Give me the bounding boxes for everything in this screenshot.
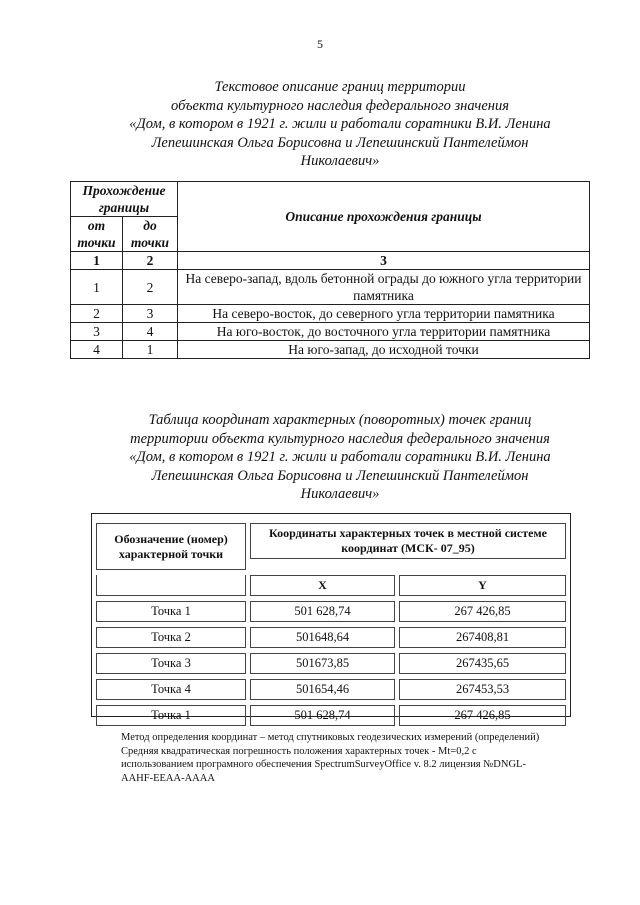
- title-line: объекта культурного наследия федерального значения: [171, 97, 509, 114]
- coord-y: 267408,81: [399, 627, 566, 648]
- title-line: Лепешинская Ольга Борисовна и Лепешинский Пантелеймон: [151, 134, 529, 151]
- column-number: 1: [71, 252, 123, 270]
- title-line: «Дом, в котором в 1921 г. жили и работали соратники В.И. Ленина: [129, 116, 551, 132]
- coord-x: 501654,46: [250, 679, 395, 700]
- boundary-description-table: [70, 181, 590, 359]
- header-boundary-passage: Прохождение границы: [71, 182, 178, 217]
- footnote-line: AAHF-EEAA-AAAA: [121, 772, 215, 784]
- coord-x: 501648,64: [250, 627, 395, 648]
- title-line: Текстовое описание границ территории: [214, 79, 466, 95]
- to-point: 4: [123, 323, 178, 341]
- to-point: 3: [123, 305, 178, 323]
- page-number: 5: [317, 37, 323, 51]
- point-label: Точка 1: [96, 601, 246, 622]
- column-number: 3: [178, 252, 590, 270]
- method-footnote: [121, 731, 591, 785]
- header-x: X: [250, 575, 395, 596]
- header-point-designation: Обозначение (номер) характерной точки: [96, 523, 246, 570]
- table-row: [71, 323, 590, 341]
- coord-x: 501673,85: [250, 653, 395, 674]
- to-point: 2: [123, 270, 178, 305]
- table-row: [96, 679, 566, 700]
- point-label: Точка 3: [96, 653, 246, 674]
- point-label: Точка 4: [96, 679, 246, 700]
- coord-y: 267435,65: [399, 653, 566, 674]
- from-point: 4: [71, 341, 123, 359]
- to-point: 1: [123, 341, 178, 359]
- coordinates-table-title: [90, 411, 590, 504]
- header-y: Y: [399, 575, 566, 596]
- title-line: Лепешинская Ольга Борисовна и Лепешинский Пантелеймон: [151, 467, 529, 484]
- boundary-description: На северо-запад, вдоль бетонной ограды до южного угла территории памятника: [178, 270, 590, 305]
- table-row: [71, 341, 590, 359]
- header-to-point: до точки: [123, 217, 178, 252]
- column-number: 2: [123, 252, 178, 270]
- coord-y: 267453,53: [399, 679, 566, 700]
- table-row: [71, 305, 590, 323]
- coord-y: 267 426,85: [399, 601, 566, 622]
- coordinates-table: [96, 518, 566, 731]
- title-line: «Дом, в котором в 1921 г. жили и работали соратники В.И. Ленина: [129, 449, 551, 465]
- from-point: 1: [71, 270, 123, 305]
- boundary-description-title: [90, 78, 590, 171]
- header-from-point: от точки: [71, 217, 123, 252]
- table-row: [96, 705, 566, 726]
- footnote-line: использованием програмного обеспечения SpectrumSurveyOffice v. 8.2 лицензия №DNGL-: [121, 759, 526, 770]
- table-row: [96, 653, 566, 674]
- from-point: 2: [71, 305, 123, 323]
- point-label: Точка 2: [96, 627, 246, 648]
- title-line: Таблица координат характерных (поворотных) точек границ: [148, 412, 532, 428]
- from-point: 3: [71, 323, 123, 341]
- coord-x: 501 628,74: [250, 601, 395, 622]
- point-label: Точка 1: [96, 705, 246, 726]
- footnote-line: Средняя квадратическая погрешность положения характерных точек - Mt=0,2 с: [121, 745, 477, 757]
- table-row: [96, 601, 566, 622]
- title-line: Николаевич»: [300, 153, 380, 169]
- table-row: [96, 627, 566, 648]
- boundary-description: На юго-восток, до восточного угла территории памятника: [178, 323, 590, 341]
- header-description: Описание прохождения границы: [178, 182, 590, 252]
- coordinates-table-frame: [91, 513, 571, 722]
- boundary-description: На северо-восток, до северного угла территории памятника: [178, 305, 590, 323]
- coord-y: 267 426,85: [399, 705, 566, 726]
- coord-x: 501 628,74: [250, 705, 395, 726]
- header-coordinates: Координаты характерных точек в местной системе координат (МСК- 07_95): [250, 523, 566, 559]
- boundary-description: На юго-запад, до исходной точки: [178, 341, 590, 359]
- title-line: территории объекта культурного наследия федерального значения: [130, 430, 550, 447]
- title-line: Николаевич»: [300, 486, 380, 502]
- footnote-line: Метод определения координат – метод спутниковых геодезических измерений (определений): [121, 732, 540, 743]
- table-row: [71, 270, 590, 305]
